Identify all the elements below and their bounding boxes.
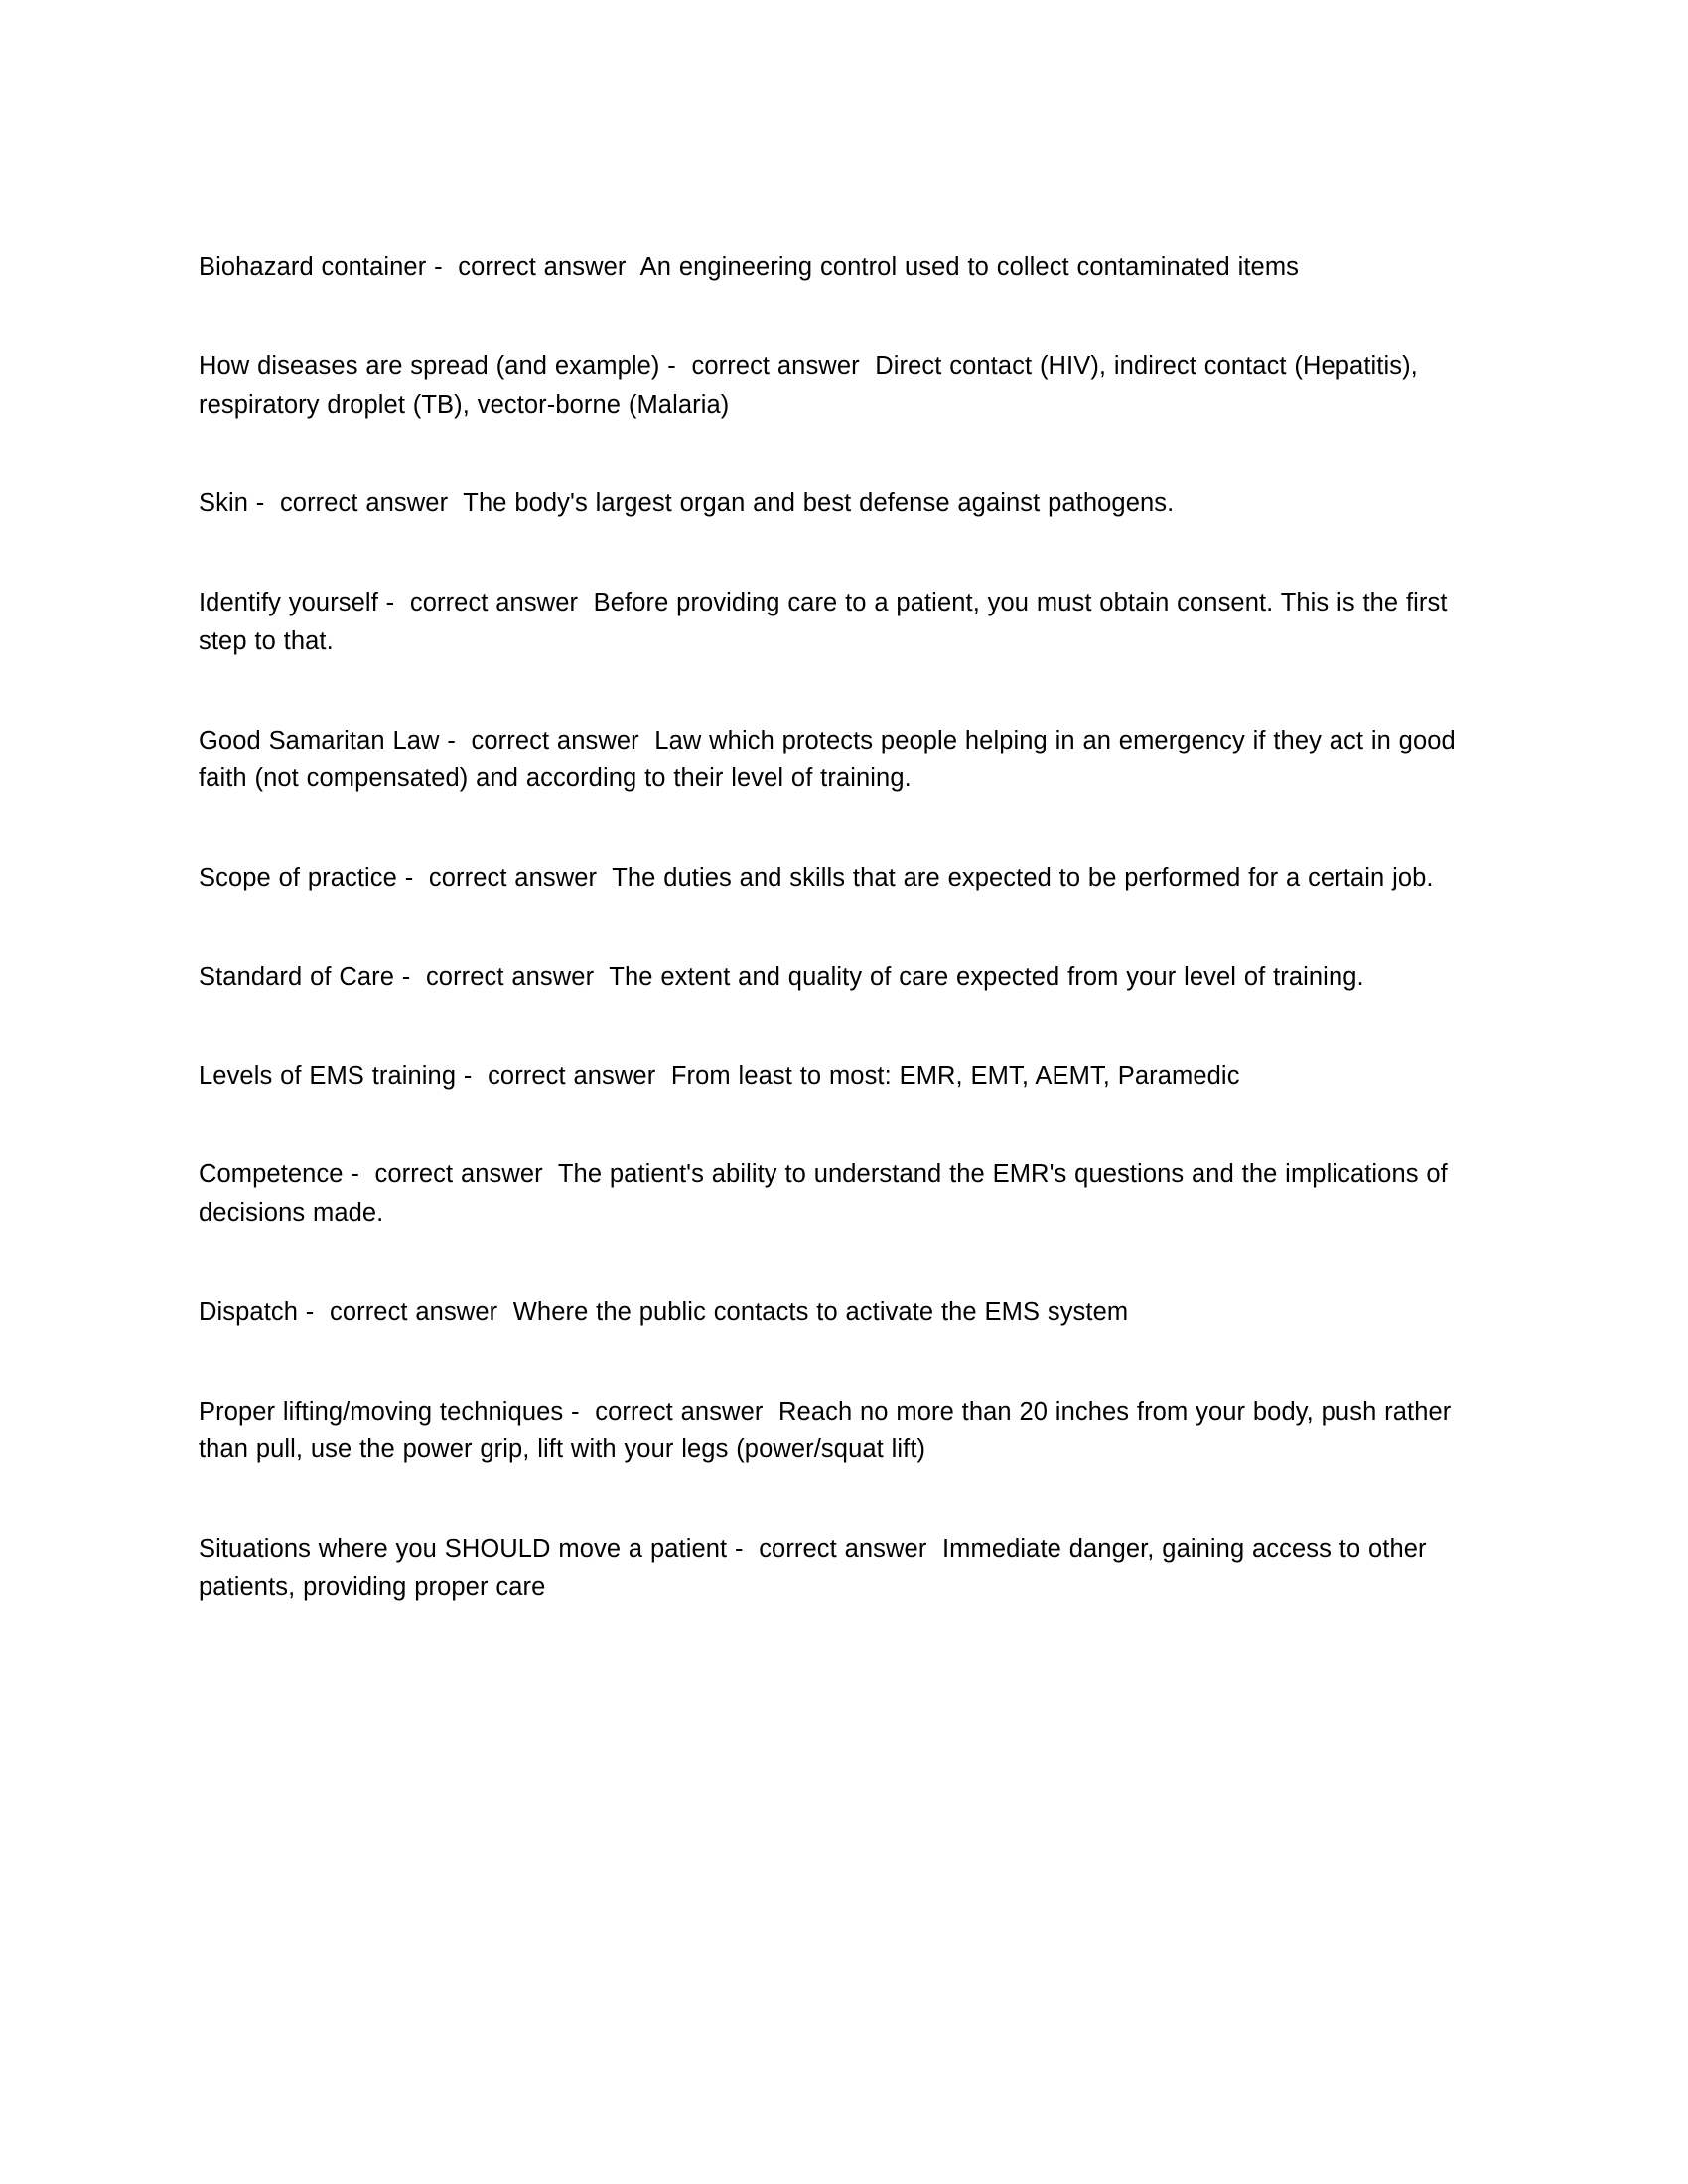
qa-entry xyxy=(199,958,1479,997)
qa-answer: Direct contact (HIV), indirect contact (Hepatitis), respiratory droplet (TB), vector-borne (Malaria) xyxy=(199,351,1426,419)
qa-marker: correct answer xyxy=(751,1535,935,1563)
qa-entry xyxy=(199,1530,1479,1607)
qa-answer: Where the public contacts to activate the EMS system xyxy=(504,1297,1129,1326)
qa-marker: correct answer xyxy=(322,1297,505,1326)
qa-entry xyxy=(199,1156,1479,1233)
qa-answer: Before providing care to a patient, you must obtain consent. This is the first step to that. xyxy=(199,589,1456,655)
qa-answer: An engineering control used to collect contaminated items xyxy=(633,253,1300,281)
qa-marker: correct answer xyxy=(402,589,586,616)
qa-entry xyxy=(199,248,1479,287)
document-body xyxy=(199,248,1479,1607)
qa-term: Scope of practice - xyxy=(199,864,422,891)
qa-term: Identify yourself - xyxy=(199,589,403,616)
qa-marker: correct answer xyxy=(272,489,456,518)
qa-term: Levels of EMS training - xyxy=(199,1061,481,1090)
qa-answer: The extent and quality of care expected from your level of training. xyxy=(601,962,1364,991)
qa-marker: correct answer xyxy=(450,253,634,281)
qa-answer: The body's largest organ and best defense against pathogens. xyxy=(455,489,1175,518)
qa-entry xyxy=(199,584,1479,661)
qa-entry xyxy=(199,1057,1479,1096)
qa-entry xyxy=(199,722,1479,799)
qa-answer: Reach no more than 20 inches from your body, push rather than pull, use the power grip, lift with your legs (power/squat lift) xyxy=(199,1397,1460,1464)
qa-term: Standard of Care - xyxy=(199,962,419,991)
qa-term: Competence - xyxy=(199,1160,367,1189)
qa-answer: The duties and skills that are expected to be performed for a certain job. xyxy=(604,864,1434,891)
qa-entry xyxy=(199,859,1479,897)
qa-entry xyxy=(199,484,1479,523)
qa-answer: The patient's ability to understand the EMR's questions and the implications of decisions made. xyxy=(199,1160,1456,1227)
qa-marker: correct answer xyxy=(421,864,605,891)
qa-term: Good Samaritan Law - xyxy=(199,726,464,754)
qa-answer: From least to most: EMR, EMT, AEMT, Paramedic xyxy=(663,1061,1240,1090)
qa-term: Situations where you SHOULD move a patient - xyxy=(199,1535,752,1563)
qa-marker: correct answer xyxy=(463,726,647,754)
qa-entry xyxy=(199,1294,1479,1332)
qa-term: Biohazard container - xyxy=(199,253,451,281)
qa-marker: correct answer xyxy=(418,962,602,991)
qa-term: Skin - xyxy=(199,489,273,518)
qa-marker: correct answer xyxy=(366,1160,551,1189)
qa-marker: correct answer xyxy=(587,1397,772,1426)
qa-entry xyxy=(199,347,1479,425)
qa-marker: correct answer xyxy=(480,1061,664,1090)
qa-term: How diseases are spread (and example) - xyxy=(199,351,684,380)
qa-marker: correct answer xyxy=(683,351,868,380)
qa-answer: Law which protects people helping in an emergency if they act in good faith (not compensated) and according to their level of training. xyxy=(199,726,1464,793)
qa-term: Dispatch - xyxy=(199,1297,323,1326)
qa-answer: Immediate danger, gaining access to other patients, providing proper care xyxy=(199,1535,1435,1601)
qa-term: Proper lifting/moving techniques - xyxy=(199,1397,588,1426)
qa-entry xyxy=(199,1393,1479,1470)
